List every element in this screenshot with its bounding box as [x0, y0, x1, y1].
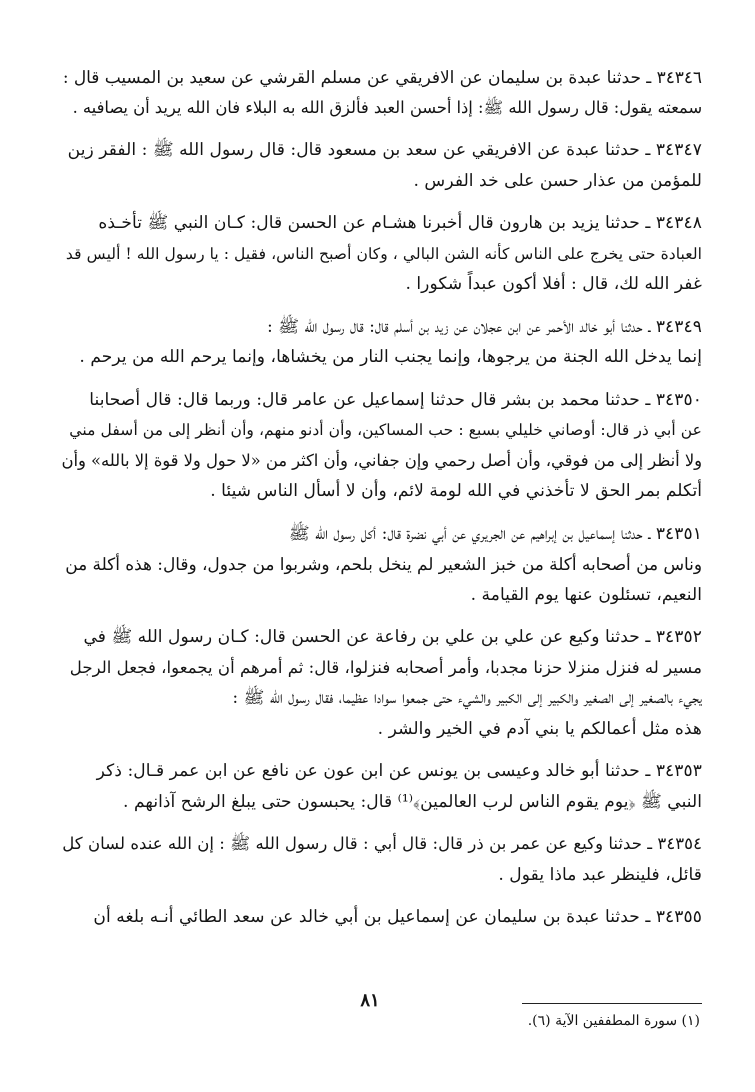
text-line: مسير له فنزل منزلا حزنا مجدبا، وأمر أصحابه فنزلوا، قال: ثم أمرهم أن يجمعوا، فجعل الرجل — [69, 657, 702, 677]
text-line: وناس من أصحابه أكلة من خبز الشعير لم ينخل بلحم، وشربوا من جدول، وقال: هذه أكلة من — [65, 554, 702, 574]
page-number: ٨١ — [360, 990, 380, 1011]
text-line: قائل، فلينظر عبد ماذا يقول . — [498, 864, 702, 885]
text-line: غفر الله لك، قال : أفلا أكون عبداً شكورا . — [405, 274, 702, 294]
text-line: إنما يدخل الله الجنة من يرجوها، وإنما يجنب النار من يخشاها، وإنما يرحم الله من يرحم . — [79, 347, 702, 367]
text-line: النبي ﷺ ﴿يوم يقوم الناس لرب العالمين﴾⁽¹⁾ قال: يحبسون حتى يبلغ الرشح آذانهم . — [123, 791, 702, 812]
text-line: ٣٤٣٥٤ ـ حدثنا وكيع عن عمر بن ذر قال: قال أبي : قال رسول الله ﷺ : إن الله عنده لسان كل — [62, 834, 702, 853]
hadith-34350 — [62, 385, 702, 507]
footnote-divider — [522, 1003, 702, 1004]
text-line: ٣٤٣٥٠ ـ حدثنا محمد بن بشر قال حدثنا إسماعيل عن عامر قال: وربما قال: قال أصحابنا — [89, 389, 702, 410]
text-line: سمعته يقول: قال رسول الله ﷺ: إذا أحسن العبد فألزق الله به البلاء فان الله يريد أن يصافيه . — [72, 97, 702, 117]
text-line: ٣٤٣٤٨ ـ حدثنا يزيد بن هارون قال أخبرنا هشـام عن الحسن قال: كـان النبي ﷺ تأخـذه — [98, 213, 702, 233]
text-line: ٣٤٣٤٩ ـ حدثنا أبو خالد الأحمر عن ابن عجلان عن زيد بن أسلم قال: قال رسول الله ﷺ : — [267, 316, 702, 337]
text-line: هذه مثل أعمالكم يا بني آدم في الخير والشر . — [377, 718, 702, 739]
hadith-34352 — [62, 622, 702, 744]
text-line: ٣٤٣٤٦ ـ حدثنا عبدة بن سليمان عن الافريقي عن مسلم القرشي عن سعيد بن المسيب قال : — [62, 67, 702, 87]
text-line: ٣٤٣٥٢ ـ حدثنا وكيع عن علي بن علي بن رفاعة عن الحسن قال: كـان رسول الله ﷺ في — [83, 627, 702, 647]
hadith-34348 — [62, 208, 702, 300]
hadith-34351 — [62, 519, 702, 611]
text-line: أتكلم بمر الحق لا تأخذني في الله لومة لائم، وأن لا أسأل الناس شيئا . — [210, 481, 702, 501]
footnote: (١) سورة المطففين الآية (٦). — [527, 1013, 700, 1029]
text-line: العبادة حتى يخرج على الناس كأنه الشن البالي ، وكان أصبح الناس، فقيل : يا رسول الله ! أليس قد — [65, 243, 702, 263]
text-line: ٣٤٣٥١ ـ حدثنا إسماعيل بن إبراهيم عن الجريري عن أبي نضرة قال: أكل رسول الله ﷺ — [288, 523, 702, 544]
hadith-34353 — [62, 756, 702, 817]
hadith-34349 — [62, 312, 702, 373]
hadith-34347 — [62, 135, 702, 196]
text-line: ولا أنظر إلى من فوقي، وأن أصل رحمي وإن جفاني، وأن اكثر من «لا حول ولا قوة إلا بالله» وأن — [62, 450, 702, 470]
hadith-34346 — [62, 62, 702, 123]
text-line: ٣٤٣٤٧ ـ حدثنا عبدة عن الافريقي عن سعد بن مسعود قال: قال رسول الله ﷺ : الفقر زين — [67, 140, 702, 160]
text-line: للمؤمن من عذار حسن على خد الفرس . — [413, 170, 702, 191]
hadith-34354 — [62, 829, 702, 890]
page-body — [62, 62, 702, 945]
text-line: عن أبي ذر قال: أوصاني خليلي بسبع : حب المساكين، وأن أدنو منهم، وأن أنظر إلى من أسفل مني — [69, 420, 702, 439]
text-line: يجيء بالصغير إلى الصغير والكبير إلى الكبير والشيء حتى جمعوا سوادا عظيما، فقال رسول الله ﷺ : — [232, 688, 702, 708]
hadith-34355 — [62, 902, 702, 933]
text-line: النعيم، تسئلون عنها يوم القيامة . — [470, 584, 702, 605]
text-line: ٣٤٣٥٥ ـ حدثنا عبدة بن سليمان عن إسماعيل بن أبي خالد عن سعد الطائي أنـه بلغه أن — [93, 907, 702, 927]
text-line: ٣٤٣٥٣ ـ حدثنا أبو خالد وعيسى بن يونس عن ابن عون عن نافع عن ابن عمر قـال: ذكر — [96, 761, 702, 781]
